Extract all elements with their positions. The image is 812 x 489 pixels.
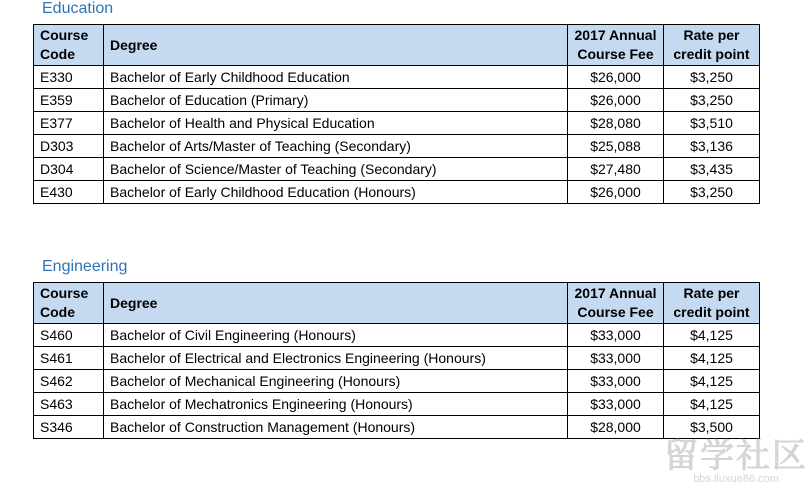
section-title-engineering: Engineering (42, 258, 128, 275)
annual-fee-header: 2017 Annual Course Fee (568, 283, 664, 324)
table-row (34, 66, 760, 89)
course-code-header: Course Code (34, 25, 104, 66)
annual-fee-cell: $33,000 (568, 393, 664, 416)
course-code-cell: S463 (34, 393, 104, 416)
course-code-header: Course Code (34, 283, 104, 324)
annual-fee-cell: $26,000 (568, 89, 664, 112)
table-row (34, 158, 760, 181)
course-code-cell: S462 (34, 370, 104, 393)
table-row (34, 181, 760, 204)
rate-per-credit-cell: $4,125 (664, 347, 760, 370)
table-row (34, 324, 760, 347)
degree-cell: Bachelor of Early Childhood Education (Honours) (104, 181, 568, 204)
course-code-cell: E430 (34, 181, 104, 204)
table-row (34, 416, 760, 439)
rate-per-credit-cell: $3,250 (664, 181, 760, 204)
course-code-cell: D304 (34, 158, 104, 181)
course-code-cell: S461 (34, 347, 104, 370)
rate-per-credit-cell: $3,250 (664, 66, 760, 89)
table-row (34, 370, 760, 393)
rate-per-credit-cell: $3,500 (664, 416, 760, 439)
degree-header: Degree (104, 283, 568, 324)
annual-fee-cell: $33,000 (568, 347, 664, 370)
watermark-logo: 留学社区 (664, 437, 808, 475)
degree-cell: Bachelor of Mechatronics Engineering (Honours) (104, 393, 568, 416)
rate-per-credit-cell: $4,125 (664, 393, 760, 416)
engineering-fee-table (33, 282, 760, 439)
degree-cell: Bachelor of Electrical and Electronics Engineering (Honours) (104, 347, 568, 370)
rate-per-credit-header: Rate per credit point (664, 25, 760, 66)
degree-header: Degree (104, 25, 568, 66)
course-code-cell: D303 (34, 135, 104, 158)
table-row (34, 112, 760, 135)
rate-per-credit-header: Rate per credit point (664, 283, 760, 324)
annual-fee-cell: $27,480 (568, 158, 664, 181)
degree-cell: Bachelor of Science/Master of Teaching (Secondary) (104, 158, 568, 181)
table-row (34, 347, 760, 370)
rate-per-credit-cell: $3,136 (664, 135, 760, 158)
annual-fee-cell: $26,000 (568, 66, 664, 89)
degree-cell: Bachelor of Civil Engineering (Honours) (104, 324, 568, 347)
watermark-url: bbs.liuxue86.com (693, 473, 779, 485)
site-watermark (664, 439, 808, 485)
annual-fee-cell: $33,000 (568, 324, 664, 347)
degree-cell: Bachelor of Early Childhood Education (104, 66, 568, 89)
annual-fee-header: 2017 Annual Course Fee (568, 25, 664, 66)
rate-per-credit-cell: $4,125 (664, 324, 760, 347)
annual-fee-cell: $26,000 (568, 181, 664, 204)
section-title-education: Education (42, 0, 114, 17)
table-row (34, 393, 760, 416)
table-row (34, 89, 760, 112)
rate-per-credit-cell: $3,250 (664, 89, 760, 112)
degree-cell: Bachelor of Mechanical Engineering (Honours) (104, 370, 568, 393)
table-header-row (34, 25, 760, 66)
education-fee-table (33, 24, 760, 204)
degree-cell: Bachelor of Arts/Master of Teaching (Secondary) (104, 135, 568, 158)
course-code-cell: E359 (34, 89, 104, 112)
table-row (34, 135, 760, 158)
degree-cell: Bachelor of Education (Primary) (104, 89, 568, 112)
rate-per-credit-cell: $3,510 (664, 112, 760, 135)
course-code-cell: E330 (34, 66, 104, 89)
annual-fee-cell: $28,080 (568, 112, 664, 135)
degree-cell: Bachelor of Health and Physical Education (104, 112, 568, 135)
course-code-cell: S346 (34, 416, 104, 439)
rate-per-credit-cell: $3,435 (664, 158, 760, 181)
course-code-cell: S460 (34, 324, 104, 347)
rate-per-credit-cell: $4,125 (664, 370, 760, 393)
course-code-cell: E377 (34, 112, 104, 135)
annual-fee-cell: $33,000 (568, 370, 664, 393)
annual-fee-cell: $28,000 (568, 416, 664, 439)
annual-fee-cell: $25,088 (568, 135, 664, 158)
degree-cell: Bachelor of Construction Management (Honours) (104, 416, 568, 439)
table-header-row (34, 283, 760, 324)
